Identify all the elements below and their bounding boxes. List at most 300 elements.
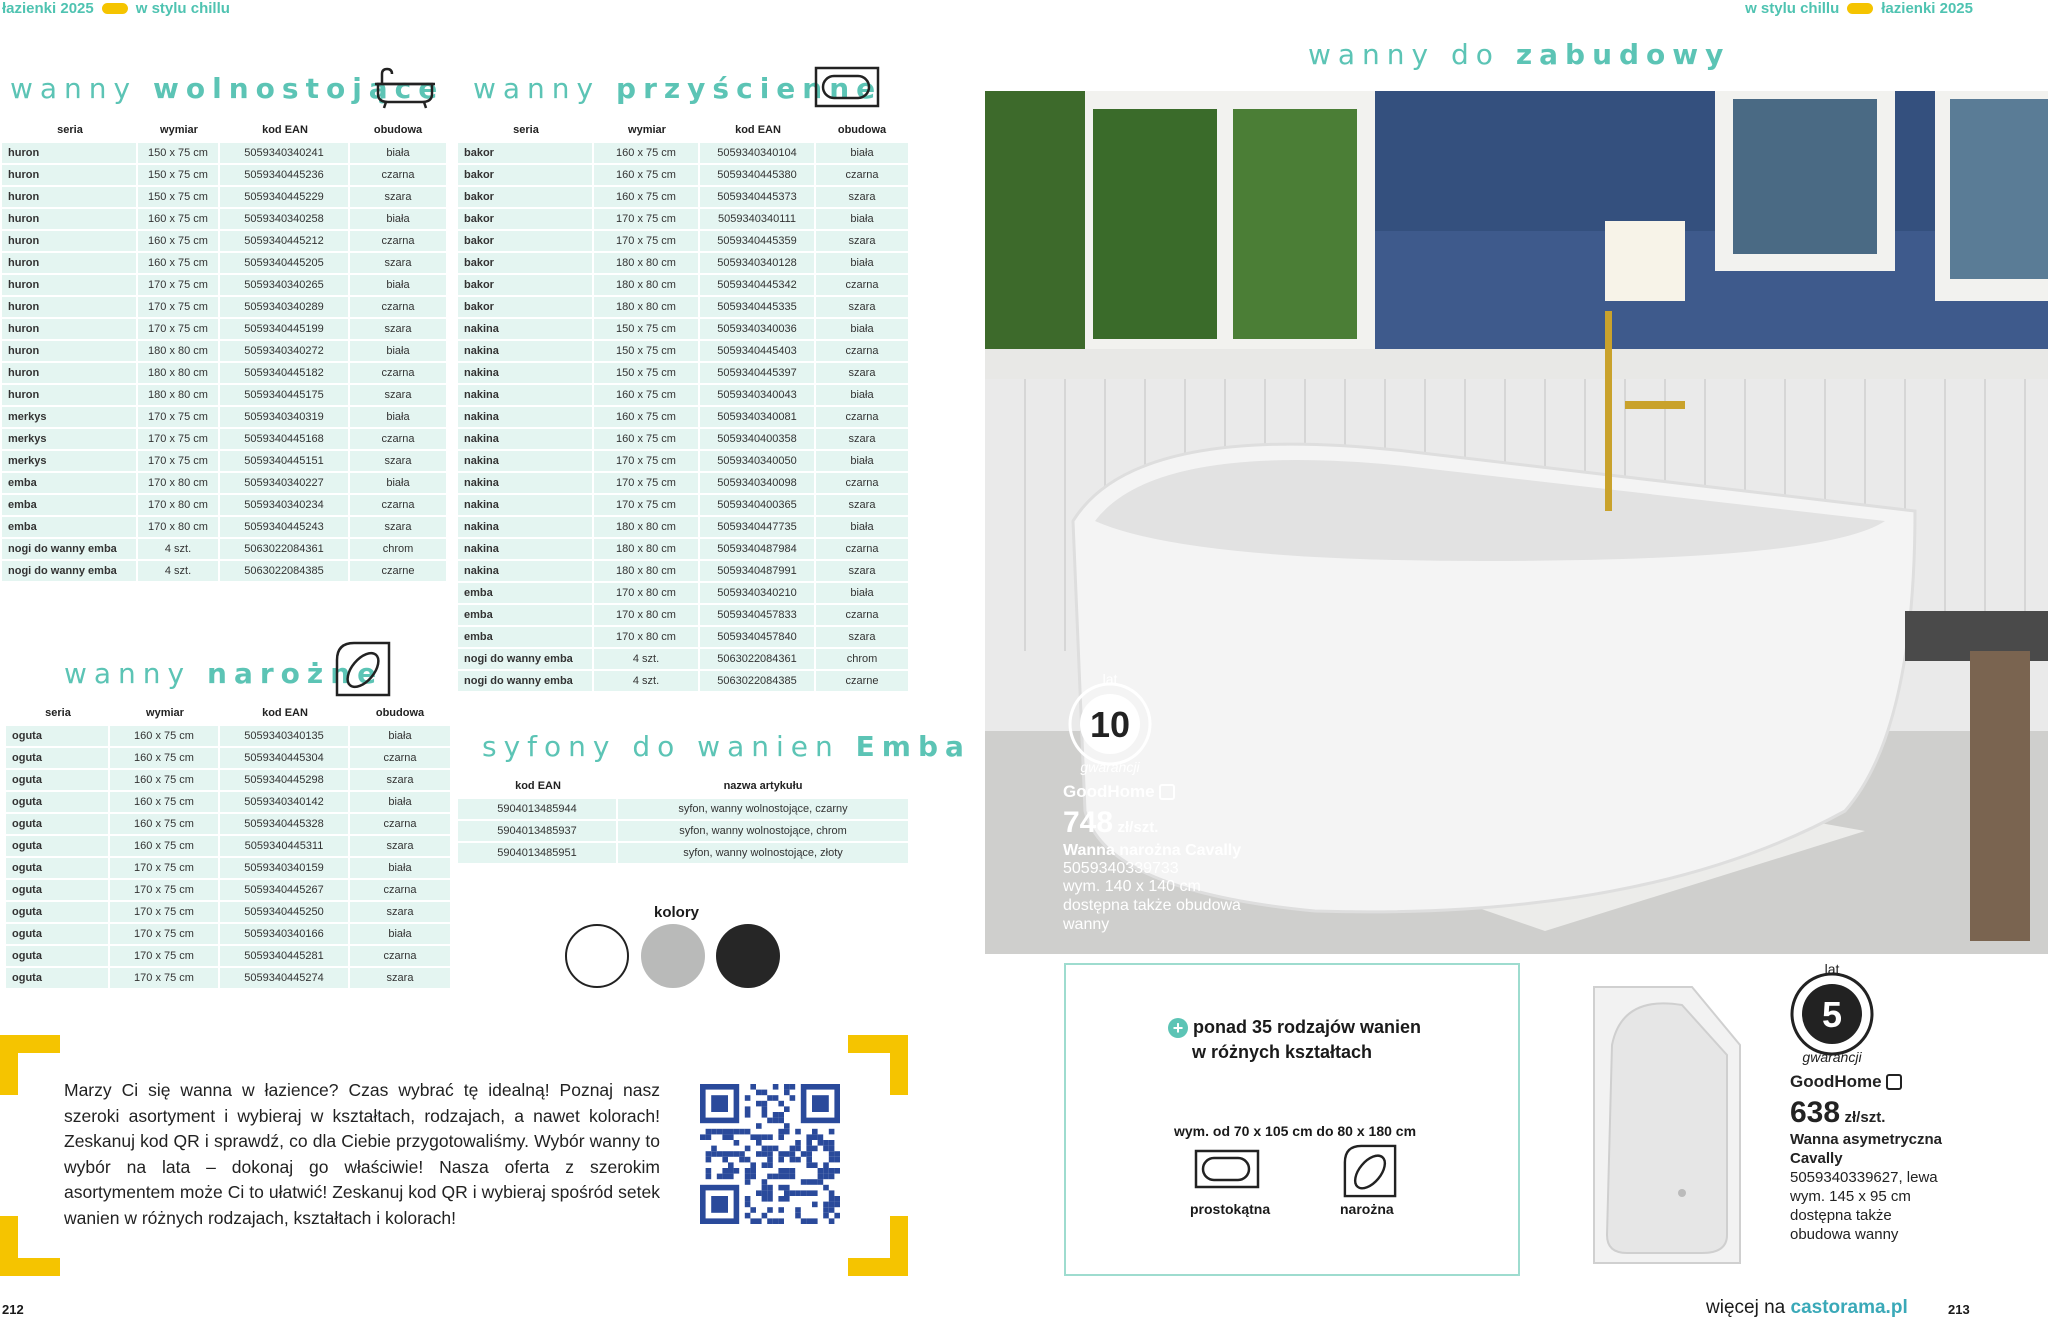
table-cell: szara xyxy=(350,836,450,856)
table-cell: 160 x 75 cm xyxy=(138,231,220,251)
table-row xyxy=(2,473,446,493)
table-cell: szara xyxy=(816,561,908,581)
table-row xyxy=(458,561,908,581)
table-row xyxy=(2,385,446,405)
price-second: 638 xyxy=(1790,1096,1841,1129)
shape-label-rect: prostokątna xyxy=(1190,1201,1271,1217)
table-row xyxy=(6,814,450,834)
table-cell: 150 x 75 cm xyxy=(594,319,700,339)
title-wolnostojace: wanny wolnostojące xyxy=(10,72,445,105)
table-cell: 160 x 75 cm xyxy=(110,770,220,790)
table-row xyxy=(2,275,446,295)
table-cell: 5059340340050 xyxy=(700,451,816,471)
table-cell: 5059340340234 xyxy=(220,495,350,515)
table-cell: szara xyxy=(350,187,446,207)
table-cell: 170 x 75 cm xyxy=(594,473,700,493)
table-cell: 170 x 80 cm xyxy=(138,517,220,537)
table-cell: 5059340445199 xyxy=(220,319,350,339)
table-cell: 5059340445359 xyxy=(700,231,816,251)
product-dims-2: wym. 145 x 95 cm xyxy=(1790,1188,1911,1205)
table-cell: nakina xyxy=(458,319,594,339)
table-cell: nogi do wanny emba xyxy=(2,539,138,559)
info-title-1: ponad 35 rodzajów wanien xyxy=(1193,1017,1422,1037)
product-note-2b: obudowa wanny xyxy=(1790,1226,1899,1243)
table-cell: 170 x 75 cm xyxy=(110,880,220,900)
table-cell: 5059340445229 xyxy=(220,187,350,207)
table-cell: czarna xyxy=(350,495,446,515)
table-cell: 170 x 80 cm xyxy=(594,605,700,625)
table-cell: 160 x 75 cm xyxy=(110,726,220,746)
table-cell: 160 x 75 cm xyxy=(594,407,700,427)
table-cell: oguta xyxy=(6,968,110,988)
table-header: seria xyxy=(57,124,83,136)
table-cell: 5059340340111 xyxy=(700,209,816,229)
title-zabudowy: wanny do zabudowy xyxy=(1308,38,1731,71)
table-row xyxy=(458,583,908,603)
table-cell: 170 x 75 cm xyxy=(110,902,220,922)
table-cell: 5059340340104 xyxy=(700,143,816,163)
table-cell: 150 x 75 cm xyxy=(594,363,700,383)
table-row xyxy=(6,902,450,922)
table-cell: biała xyxy=(816,385,908,405)
table-cell: bakor xyxy=(458,231,594,251)
table-cell: bakor xyxy=(458,187,594,207)
table-cell: oguta xyxy=(6,946,110,966)
table-cell: 5059340445281 xyxy=(220,946,350,966)
table-cell: oguta xyxy=(6,880,110,900)
title-syfony: syfony do wanien Emba xyxy=(482,730,971,763)
table-cell: 5059340340159 xyxy=(220,858,350,878)
table-cell: 5059340445175 xyxy=(220,385,350,405)
info-title-2: w różnych kształtach xyxy=(1192,1042,1373,1062)
table-row xyxy=(6,968,450,988)
table-cell: 170 x 75 cm xyxy=(138,451,220,471)
table-cell: szara xyxy=(350,253,446,273)
table-row xyxy=(458,253,908,273)
table-row xyxy=(458,627,908,647)
page-number-right: 213 xyxy=(1948,1302,1970,1317)
table-cell: 160 x 75 cm xyxy=(594,429,700,449)
table-cell: merkys xyxy=(2,407,138,427)
table-row xyxy=(458,231,908,251)
table-row xyxy=(6,836,450,856)
table-header: kod EAN xyxy=(735,124,781,136)
table-cell: szara xyxy=(350,517,446,537)
table-cell: 5059340457840 xyxy=(700,627,816,647)
table-header: obudowa xyxy=(373,124,423,136)
table-cell: 150 x 75 cm xyxy=(138,187,220,207)
table-cell: 170 x 75 cm xyxy=(594,451,700,471)
table-cell: 180 x 80 cm xyxy=(594,275,700,295)
table-cell: 5059340445298 xyxy=(220,770,350,790)
promo-text: Marzy Ci się wanna w łazience? Czas wybrać tę idealną! Poznaj nasz szeroki asortyment i wybieraj w kształtach, rodzajach, a nawet kolorach! Zeskanuj kod QR i sprawdź, co dla Ciebie przygotowaliśmy. Wybór wanny to wybór na lata – dokonaj go właściwie! Nasza oferta z szerokim asortymentem może Ci to ułatwić! Zeskanuj kod QR i wybieraj spośród setek wanien w różnych rodzajach, kształtach i kolorach! xyxy=(64,1080,660,1228)
table-cell: 5059340445168 xyxy=(220,429,350,449)
table-cell: 5059340457833 xyxy=(700,605,816,625)
table-row xyxy=(2,319,446,339)
table-cell: huron xyxy=(2,209,138,229)
table-cell: nakina xyxy=(458,473,594,493)
table-cell: syfon, wanny wolnostojące, złoty xyxy=(618,843,908,863)
table-cell: 5063022084385 xyxy=(700,671,816,691)
table-cell: 5059340445212 xyxy=(220,231,350,251)
freestanding-bath-icon xyxy=(372,66,438,115)
table-cell: emba xyxy=(2,517,138,537)
table-row xyxy=(2,517,446,537)
table-cell: chrom xyxy=(350,539,446,559)
table-row xyxy=(458,165,908,185)
page-number-left: 212 xyxy=(2,1302,24,1317)
table-cell: 5059340445267 xyxy=(220,880,350,900)
table-cell: czarna xyxy=(816,473,908,493)
table-cell: 5059340445311 xyxy=(220,836,350,856)
table-cell: nakina xyxy=(458,517,594,537)
more-info xyxy=(1706,1297,1908,1319)
table-cell: bakor xyxy=(458,253,594,273)
colors-label: kolory xyxy=(654,904,700,921)
table-header: wymiar xyxy=(146,707,184,719)
table-syfony xyxy=(458,773,908,865)
table-cell: huron xyxy=(2,319,138,339)
rectangular-bath-icon xyxy=(814,66,880,113)
table-cell: czarna xyxy=(350,165,446,185)
table-cell: 5059340340128 xyxy=(700,253,816,273)
table-row xyxy=(458,363,908,383)
product-note: dostępna także obudowa wanny xyxy=(1063,897,1241,933)
svg-text:5: 5 xyxy=(1821,994,1843,1035)
table-row xyxy=(458,649,908,669)
table-cell: 5059340340036 xyxy=(700,319,816,339)
table-cell: nakina xyxy=(458,385,594,405)
table-cell: nakina xyxy=(458,341,594,361)
table-cell: czarna xyxy=(350,231,446,251)
bracket-top-left xyxy=(0,1035,60,1095)
table-cell: nakina xyxy=(458,363,594,383)
table-cell: szara xyxy=(816,187,908,207)
table-cell: nakina xyxy=(458,495,594,515)
table-cell: oguta xyxy=(6,792,110,812)
table-cell: czarna xyxy=(816,341,908,361)
table-cell: 5059340340265 xyxy=(220,275,350,295)
table-cell: chrom xyxy=(816,649,908,669)
table-cell: biała xyxy=(350,209,446,229)
table-cell: biała xyxy=(350,473,446,493)
table-cell: czarne xyxy=(350,561,446,581)
title-przyscienne: wanny przyścienne xyxy=(473,72,883,105)
table-cell: huron xyxy=(2,187,138,207)
table-cell: oguta xyxy=(6,924,110,944)
table-row xyxy=(458,451,908,471)
table-cell: 5059340400365 xyxy=(700,495,816,515)
table-cell: biała xyxy=(350,275,446,295)
table-cell: 5059340445373 xyxy=(700,187,816,207)
header-right xyxy=(1745,0,1973,17)
color-swatch-black xyxy=(716,924,780,988)
corner-bath-icon xyxy=(334,640,392,703)
product-second xyxy=(1790,1072,1942,1244)
table-row xyxy=(2,539,446,559)
table-cell: emba xyxy=(458,605,594,625)
table-cell: czarna xyxy=(816,275,908,295)
table-cell: 170 x 75 cm xyxy=(110,858,220,878)
pill-icon xyxy=(1847,3,1873,14)
table-row xyxy=(458,495,908,515)
table-cell: huron xyxy=(2,253,138,273)
table-cell: 5059340445250 xyxy=(220,902,350,922)
table-header: obudowa xyxy=(375,707,425,719)
qr-code-icon[interactable] xyxy=(700,1084,840,1229)
table-cell: 5904013485944 xyxy=(458,799,618,819)
plus-icon: + xyxy=(1168,1018,1188,1038)
table-row xyxy=(2,407,446,427)
table-row xyxy=(6,792,450,812)
table-row xyxy=(2,253,446,273)
table-cell: 5063022084361 xyxy=(700,649,816,669)
table-cell: 5059340340227 xyxy=(220,473,350,493)
table-cell: nakina xyxy=(458,407,594,427)
table-cell: bakor xyxy=(458,297,594,317)
svg-text:lat: lat xyxy=(1102,671,1118,687)
bracket-top-right xyxy=(848,1035,908,1095)
table-cell: huron xyxy=(2,363,138,383)
table-cell: 5059340487991 xyxy=(700,561,816,581)
header-right-1: w stylu chillu xyxy=(1745,0,1840,17)
table-cell: 180 x 80 cm xyxy=(594,253,700,273)
table-cell: 5904013485951 xyxy=(458,843,618,863)
table-cell: szara xyxy=(816,495,908,515)
table-cell: nogi do wanny emba xyxy=(458,671,594,691)
table-row xyxy=(6,770,450,790)
product-name: Wanna narożna Cavally xyxy=(1063,842,1242,859)
table-cell: biała xyxy=(350,924,450,944)
table-row xyxy=(458,517,908,537)
table-cell: 170 x 75 cm xyxy=(138,297,220,317)
title-narozne: wanny narożne xyxy=(64,657,384,690)
table-narozne xyxy=(6,700,450,990)
rectangular-shape-icon xyxy=(1194,1149,1260,1194)
table-row xyxy=(2,209,446,229)
table-cell: szara xyxy=(816,231,908,251)
table-cell: czarna xyxy=(816,605,908,625)
table-cell: 4 szt. xyxy=(138,561,220,581)
table-row xyxy=(458,297,908,317)
table-cell: 170 x 75 cm xyxy=(594,231,700,251)
table-cell: huron xyxy=(2,165,138,185)
table-cell: 5059340340272 xyxy=(220,341,350,361)
table-cell: 5059340447735 xyxy=(700,517,816,537)
table-cell: biała xyxy=(816,209,908,229)
table-header: seria xyxy=(513,124,539,136)
table-wolnostojace xyxy=(2,117,446,583)
table-cell: 150 x 75 cm xyxy=(138,143,220,163)
brand-name-2: GoodHome xyxy=(1790,1072,1882,1091)
table-cell: 170 x 80 cm xyxy=(594,583,700,603)
table-row xyxy=(458,473,908,493)
table-cell: oguta xyxy=(6,726,110,746)
table-cell: nogi do wanny emba xyxy=(2,561,138,581)
table-cell: czarna xyxy=(816,407,908,427)
house-icon xyxy=(1159,784,1175,800)
table-cell: 5059340487984 xyxy=(700,539,816,559)
table-cell: 5059340445397 xyxy=(700,363,816,383)
svg-text:gwarancji: gwarancji xyxy=(1080,759,1140,775)
site-link[interactable]: castorama.pl xyxy=(1790,1297,1908,1318)
table-cell: 170 x 75 cm xyxy=(594,209,700,229)
table-cell: 5059340445205 xyxy=(220,253,350,273)
table-cell: nakina xyxy=(458,539,594,559)
table-row xyxy=(458,799,908,819)
table-cell: huron xyxy=(2,297,138,317)
table-cell: 5059340340289 xyxy=(220,297,350,317)
color-swatch-white xyxy=(565,924,629,988)
table-cell: 170 x 75 cm xyxy=(138,429,220,449)
table-cell: 170 x 80 cm xyxy=(138,473,220,493)
table-cell: 5059340340142 xyxy=(220,792,350,812)
table-cell: 5059340445328 xyxy=(220,814,350,834)
table-przyscienne xyxy=(458,117,908,693)
product-name-2b: Cavally xyxy=(1790,1150,1843,1167)
table-row xyxy=(2,429,446,449)
table-cell: 170 x 75 cm xyxy=(110,968,220,988)
table-cell: szara xyxy=(350,968,450,988)
table-row xyxy=(458,385,908,405)
table-cell: 5059340340210 xyxy=(700,583,816,603)
table-cell: 160 x 75 cm xyxy=(110,792,220,812)
table-row xyxy=(2,341,446,361)
table-cell: merkys xyxy=(2,429,138,449)
table-cell: 5059340340241 xyxy=(220,143,350,163)
table-header: seria xyxy=(45,707,71,719)
table-cell: 180 x 80 cm xyxy=(138,363,220,383)
table-header: kod EAN xyxy=(515,780,561,792)
table-cell: 170 x 80 cm xyxy=(594,627,700,647)
table-cell: 180 x 80 cm xyxy=(594,561,700,581)
table-row xyxy=(458,209,908,229)
asymmetric-bath-image xyxy=(1592,985,1742,1270)
table-cell: 180 x 80 cm xyxy=(138,385,220,405)
table-cell: oguta xyxy=(6,858,110,878)
table-cell: 160 x 75 cm xyxy=(594,385,700,405)
table-cell: 160 x 75 cm xyxy=(594,165,700,185)
table-cell: szara xyxy=(350,319,446,339)
color-swatch-grey xyxy=(641,924,705,988)
table-cell: merkys xyxy=(2,451,138,471)
table-row xyxy=(458,821,908,841)
table-cell: szara xyxy=(350,385,446,405)
table-cell: huron xyxy=(2,341,138,361)
table-cell: 180 x 80 cm xyxy=(138,341,220,361)
table-cell: bakor xyxy=(458,165,594,185)
table-cell: 160 x 75 cm xyxy=(594,143,700,163)
table-cell: czarna xyxy=(350,814,450,834)
table-cell: 150 x 75 cm xyxy=(594,341,700,361)
table-cell: 5059340340081 xyxy=(700,407,816,427)
table-cell: 4 szt. xyxy=(594,649,700,669)
table-row xyxy=(458,319,908,339)
table-cell: czarne xyxy=(816,671,908,691)
table-cell: szara xyxy=(816,363,908,383)
table-cell: 5059340400358 xyxy=(700,429,816,449)
table-cell: szara xyxy=(350,451,446,471)
table-cell: 4 szt. xyxy=(594,671,700,691)
table-cell: nakina xyxy=(458,561,594,581)
table-cell: biała xyxy=(816,143,908,163)
table-row xyxy=(2,363,446,383)
table-cell: emba xyxy=(458,583,594,603)
svg-text:lat: lat xyxy=(1824,961,1840,977)
table-cell: biała xyxy=(816,583,908,603)
table-cell: biała xyxy=(350,792,450,812)
table-row xyxy=(458,429,908,449)
table-cell: szara xyxy=(816,297,908,317)
table-cell: 5059340340098 xyxy=(700,473,816,493)
table-cell: czarna xyxy=(350,880,450,900)
table-header: kod EAN xyxy=(262,124,308,136)
table-cell: 5059340445151 xyxy=(220,451,350,471)
table-cell: 5059340445403 xyxy=(700,341,816,361)
table-cell: 170 x 75 cm xyxy=(138,275,220,295)
header-right-2: łazienki 2025 xyxy=(1881,0,1973,17)
table-row xyxy=(6,946,450,966)
table-row xyxy=(458,407,908,427)
table-row xyxy=(6,726,450,746)
table-cell: 160 x 75 cm xyxy=(594,187,700,207)
shape-label-corner: narożna xyxy=(1340,1201,1394,1217)
table-cell: czarna xyxy=(350,946,450,966)
table-cell: biała xyxy=(350,858,450,878)
warranty-5-badge xyxy=(1782,960,1882,1075)
table-row xyxy=(2,561,446,581)
table-cell: 170 x 75 cm xyxy=(110,924,220,944)
table-cell: szara xyxy=(350,770,450,790)
table-cell: huron xyxy=(2,143,138,163)
table-cell: biała xyxy=(350,143,446,163)
table-cell: bakor xyxy=(458,209,594,229)
table-cell: emba xyxy=(2,473,138,493)
table-header: kod EAN xyxy=(262,707,308,719)
table-cell: 5904013485937 xyxy=(458,821,618,841)
table-row xyxy=(458,341,908,361)
table-cell: biała xyxy=(816,517,908,537)
table-cell: 160 x 75 cm xyxy=(110,748,220,768)
house-icon xyxy=(1886,1074,1902,1090)
table-row xyxy=(6,858,450,878)
table-cell: czarna xyxy=(350,363,446,383)
table-cell: czarna xyxy=(350,748,450,768)
table-cell: 170 x 75 cm xyxy=(594,495,700,515)
table-cell: czarna xyxy=(350,429,446,449)
table-cell: syfon, wanny wolnostojące, chrom xyxy=(618,821,908,841)
table-cell: 5059340445236 xyxy=(220,165,350,185)
table-row xyxy=(2,451,446,471)
product-ean-2: 5059340339627, lewa xyxy=(1790,1169,1938,1186)
table-header: obudowa xyxy=(837,124,887,136)
table-cell: szara xyxy=(816,627,908,647)
table-row xyxy=(2,231,446,251)
warranty-10-badge xyxy=(1062,670,1162,785)
table-row xyxy=(2,187,446,207)
svg-text:10: 10 xyxy=(1089,704,1131,745)
table-row xyxy=(458,671,908,691)
table-cell: 5063022084361 xyxy=(220,539,350,559)
table-cell: 5059340340166 xyxy=(220,924,350,944)
table-cell: nakina xyxy=(458,451,594,471)
table-row xyxy=(458,843,908,863)
table-cell: emba xyxy=(2,495,138,515)
table-cell: biała xyxy=(816,451,908,471)
table-header: nazwa artykułu xyxy=(723,780,803,792)
table-cell: 160 x 75 cm xyxy=(138,209,220,229)
table-cell: oguta xyxy=(6,902,110,922)
